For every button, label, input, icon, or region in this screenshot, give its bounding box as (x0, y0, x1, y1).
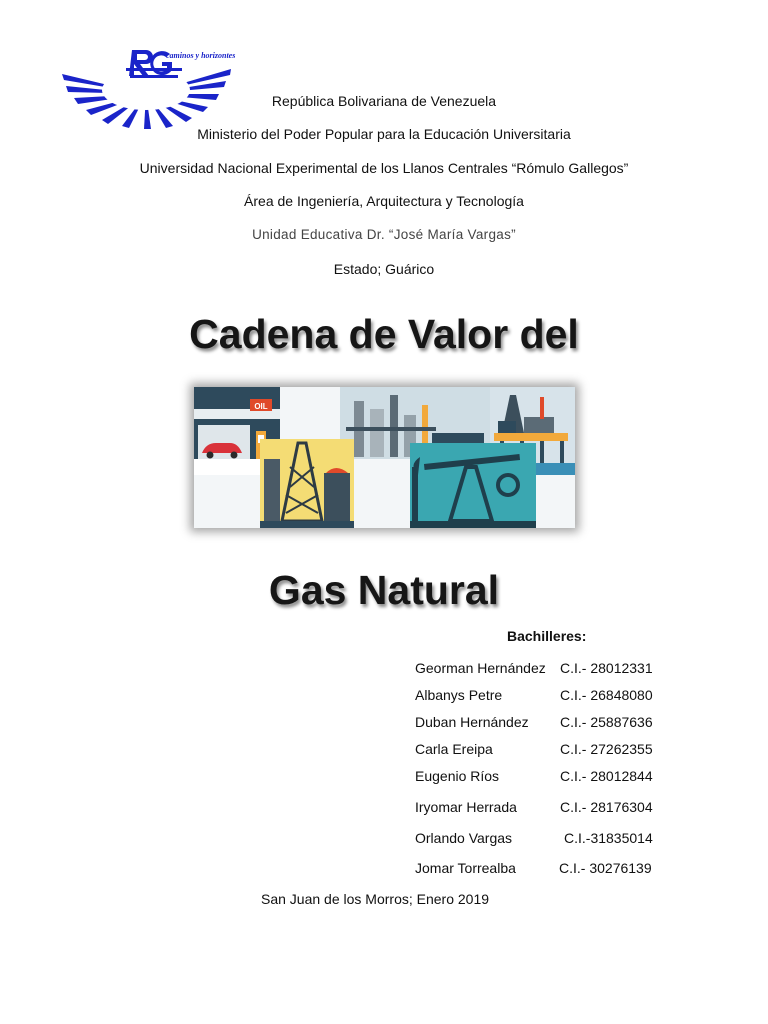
place-and-date: San Juan de los Morros; Enero 2019 (261, 891, 490, 907)
student-name: Albanys Petre (415, 687, 503, 703)
drilling-derrick-icon (260, 439, 354, 528)
student-name: Iryomar Herrada (415, 799, 517, 815)
student-name: Duban Hernández (415, 714, 529, 730)
student-id: C.I.- 25887636 (560, 714, 653, 730)
header-line-school: Unidad Educativa Dr. “José María Vargas” (252, 227, 516, 242)
logo-label: caminos y horizontes (166, 51, 236, 60)
logo-bar (126, 68, 182, 71)
student-id: C.I.- 27262355 (560, 741, 653, 757)
student-name: Eugenio Ríos (415, 768, 500, 784)
header-line-university: Universidad Nacional Experimental de los Llanos Centrales “Rómulo Gallegos” (139, 160, 629, 176)
student-id: C.I.- 26848080 (560, 687, 653, 703)
student-row (415, 686, 715, 704)
title-line-1: Cadena de Valor del (189, 311, 579, 357)
student-row (415, 740, 715, 758)
header-line-republic: República Bolivariana de Venezuela (271, 93, 497, 109)
header-line-ministry: Ministerio del Poder Popular para la Educación Universitaria (197, 126, 571, 142)
header-line-area: Área de Ingeniería, Arquitectura y Tecnología (244, 193, 524, 209)
student-row (415, 767, 715, 785)
student-id: C.I.- 28176304 (560, 799, 653, 815)
student-name: Carla Ereipa (415, 741, 493, 757)
logo-bar (130, 75, 178, 78)
header-line-state: Estado; Guárico (333, 261, 435, 277)
bachilleres-heading: Bachilleres: (507, 628, 587, 644)
oil-gas-illustration (194, 387, 575, 528)
student-name: Orlando Vargas (415, 830, 513, 846)
student-id: C.I.- 30276139 (559, 860, 652, 876)
student-id: C.I.- 28012331 (560, 660, 653, 676)
pump-jack-icon (410, 443, 536, 528)
student-row (415, 659, 715, 677)
student-row (415, 859, 715, 877)
student-row (415, 713, 715, 731)
student-name: Georman Hernández (415, 660, 546, 676)
student-row (415, 829, 715, 847)
title-line-2: Gas Natural (268, 567, 500, 613)
student-name: Jomar Torrealba (415, 860, 516, 876)
student-id: C.I.-31835014 (564, 830, 653, 846)
student-row (415, 798, 715, 816)
student-id: C.I.- 28012844 (560, 768, 653, 784)
oil-sign-text: OIL (254, 402, 268, 411)
